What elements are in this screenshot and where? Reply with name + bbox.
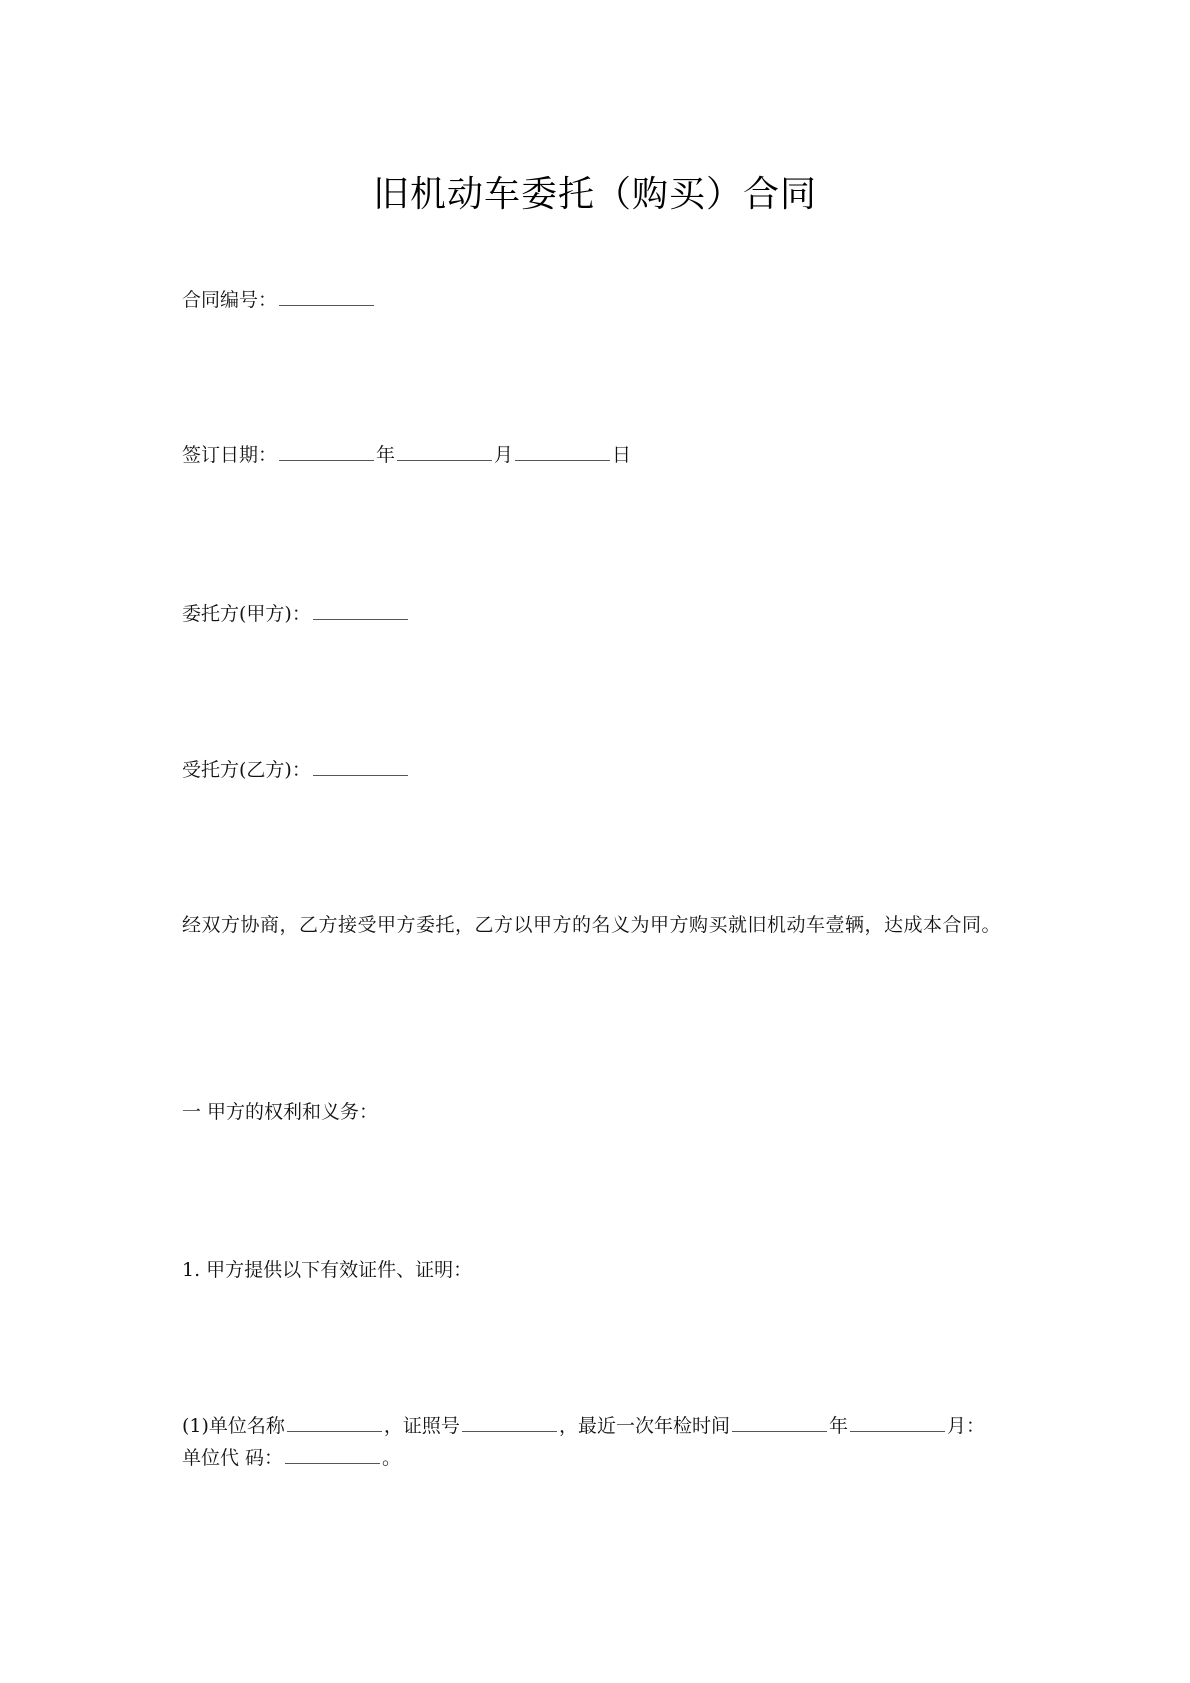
month-label: 月 <box>494 444 514 466</box>
unit-name-blank[interactable] <box>287 1413 382 1432</box>
party-b-blank[interactable] <box>313 757 408 776</box>
party-a-blank[interactable] <box>313 601 408 620</box>
contract-number-label: 合同编号： <box>182 289 278 311</box>
inspection-year-blank[interactable] <box>732 1413 827 1432</box>
inspection-year-label: 年 <box>828 1415 848 1437</box>
section-1-heading: 一 甲方的权利和义务： <box>182 1101 379 1123</box>
sign-day-blank[interactable] <box>515 442 610 461</box>
sign-month-blank[interactable] <box>397 442 492 461</box>
contract-number-row <box>182 284 376 316</box>
unit-code-label: 单位代 码： <box>182 1447 284 1469</box>
sub-item-1-line-1 <box>182 1410 985 1442</box>
license-no-label: ，证照号 <box>383 1415 460 1437</box>
inspection-month-label: 月： <box>946 1415 985 1437</box>
sub-item-1-line-2 <box>182 1442 401 1474</box>
license-no-blank[interactable] <box>462 1413 557 1432</box>
unit-name-label: (1)单位名称 <box>182 1415 285 1437</box>
day-label: 日 <box>612 444 632 466</box>
party-a-row <box>182 598 410 630</box>
party-b-label: 受托方(乙方)： <box>182 759 311 781</box>
document-title: 旧机动车委托（购买）合同 <box>372 174 817 215</box>
period: 。 <box>382 1447 402 1469</box>
unit-code-blank[interactable] <box>285 1445 380 1464</box>
party-b-row <box>182 754 410 786</box>
sign-date-label: 签订日期： <box>182 444 278 466</box>
year-label: 年 <box>376 444 396 466</box>
party-a-label: 委托方(甲方)： <box>182 603 311 625</box>
sign-date-row <box>182 439 631 471</box>
inspection-month-blank[interactable] <box>850 1413 945 1432</box>
intro-paragraph: 经双方协商，乙方接受甲方委托，乙方以甲方的名义为甲方购买就旧机动车壹辆，达成本合同。 <box>182 914 1002 936</box>
sign-year-blank[interactable] <box>279 442 374 461</box>
contract-number-blank[interactable] <box>279 287 374 306</box>
inspection-label: ，最近一次年检时间 <box>558 1415 730 1437</box>
item-1: 1. 甲方提供以下有效证件、证明： <box>182 1259 473 1281</box>
